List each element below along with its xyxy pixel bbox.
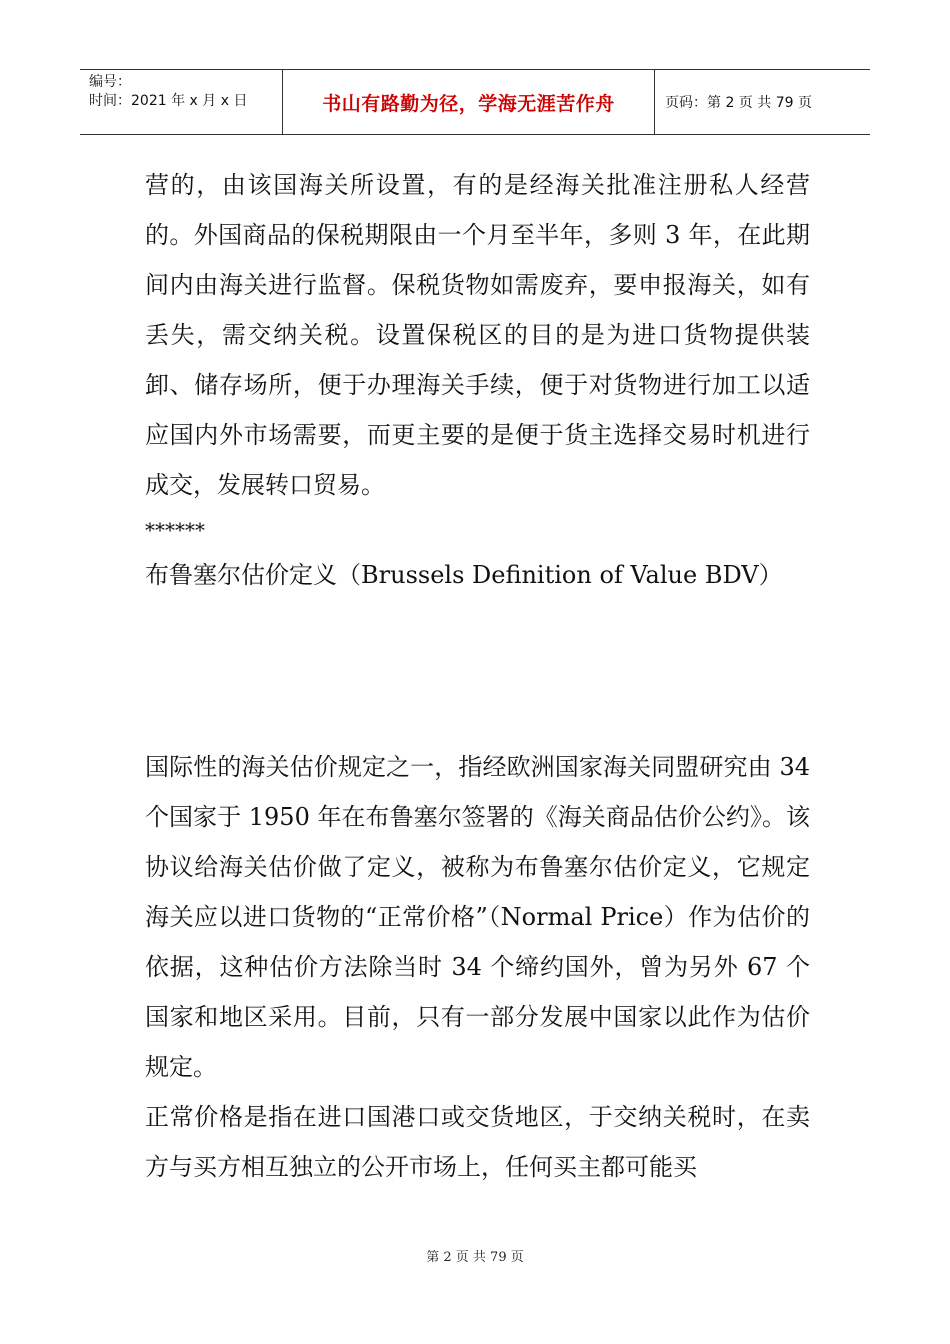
document-body: [145, 160, 810, 1192]
term-title: 布鲁塞尔估价定义（Brussels Definition of Value BDV）: [145, 561, 783, 589]
header-meta-cell: [80, 70, 283, 134]
paragraph-bonded-area: 营的，由该国海关所设置，有的是经海关批准注册私人经营的。外国商品的保税期限由一个月至半年，多则 3 年，在此期间内由海关进行监督。保税货物如需废弃，要申报海关，如有丢失，需交纳关税。设置保税区的目的是为进口货物提供装卸、储存场所，便于办理海关手续，便于对货物进行加工以适应国内外市场需要，而更主要的是便于货主选择交易时机进行成交，发展转口贸易。: [145, 171, 810, 499]
document-number-label: 编号：: [89, 74, 131, 90]
document-time-label: 时间：2021 年 x 月 x 日: [89, 93, 248, 109]
section-separator: ******: [145, 518, 205, 542]
page-footer: 第 2 页 共 79 页: [426, 1250, 524, 1265]
header-page-cell: [655, 70, 870, 134]
header-motto-cell: [283, 70, 655, 134]
page-header: [80, 69, 870, 135]
paragraph-bdv-definition: 国际性的海关估价规定之一，指经欧洲国家海关同盟研究由 34 个国家于 1950 年在布鲁塞尔签署的《海关商品估价公约》。该协议给海关估价做了定义，被称为布鲁塞尔估价定义，它规定海关应以进口货物的“正常价格”（Normal Price）作为估价的依据，这种估价方法除当时 34 个缔约国外，曾为另外 67 个国家和地区采用。目前，只有一部分发展中国家以此作为估价规定。: [145, 753, 810, 1081]
paragraph-normal-price: 正常价格是指在进口国港口或交货地区，于交纳关税时，在卖方与买方相互独立的公开市场上，任何买主都可能买: [145, 1103, 810, 1181]
blank-space: [145, 600, 810, 742]
header-page-info: 页码：第 2 页 共 79 页: [665, 95, 812, 111]
header-motto: 书山有路勤为径，学海无涯苦作舟: [322, 92, 615, 115]
